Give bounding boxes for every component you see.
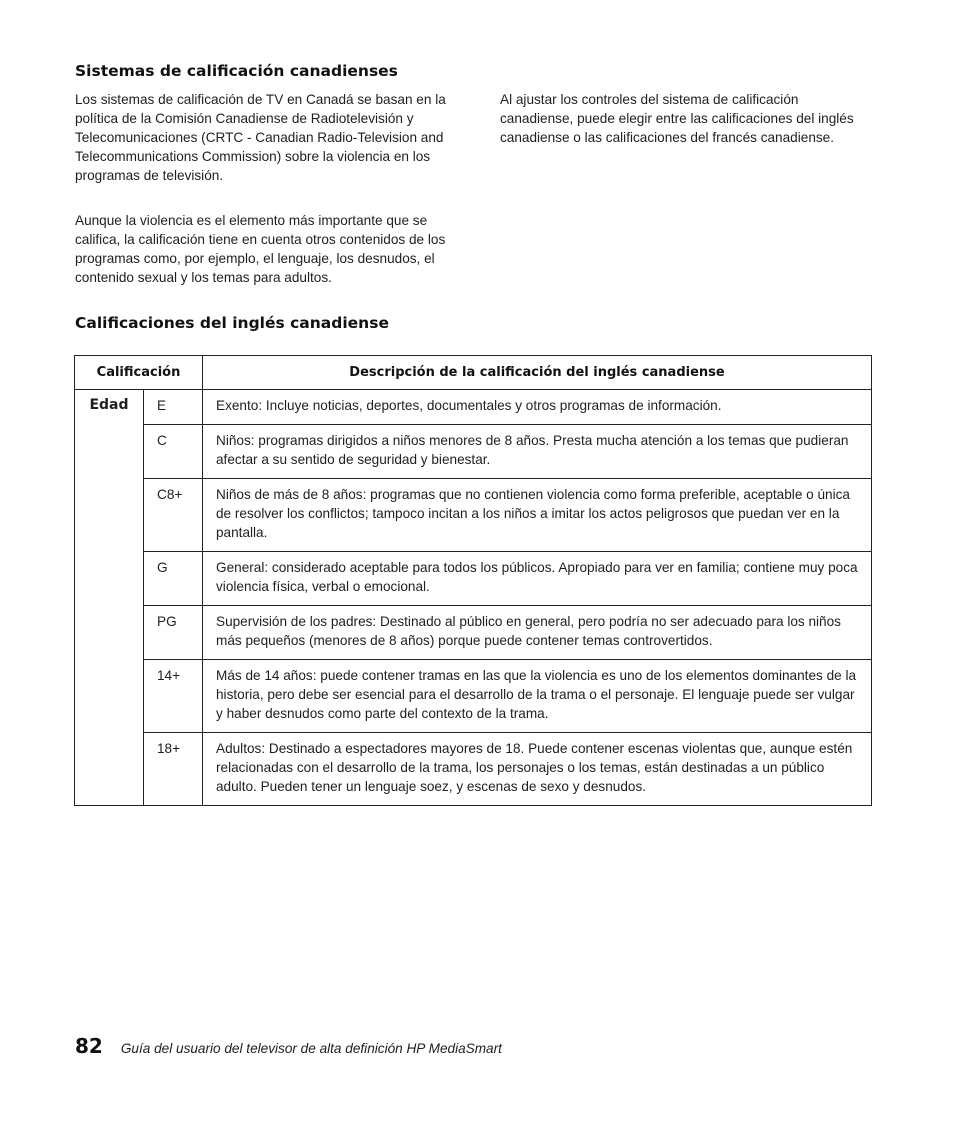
rating-description: General: considerado aceptable para todos los públicos. Apropiado para ver en familia; contiene muy poca violencia física, verbal o emocional. <box>203 552 872 606</box>
ratings-table <box>74 355 872 806</box>
rating-description: Niños: programas dirigidos a niños menores de 8 años. Presta mucha atención a los temas que pudieran afectar a su sentido de seguridad y bienestar. <box>203 425 872 479</box>
header-rating: Calificación <box>75 356 203 390</box>
rating-description: Más de 14 años: puede contener tramas en las que la violencia es uno de los elementos dominantes de la historia, pero debe ser esencial para el desarrollo de la trama o el personaje. El lenguaje puede ser vulgar y haber desnudos como parte del contexto de la trama. <box>203 660 872 733</box>
table-row <box>75 660 872 733</box>
table-row <box>75 390 872 425</box>
page-footer <box>75 1034 502 1058</box>
rating-description: Exento: Incluye noticias, deportes, documentales y otros programas de información. <box>203 390 872 425</box>
table-row <box>75 606 872 660</box>
section-heading-canadian-rating-systems: Sistemas de calificación canadienses <box>75 62 398 80</box>
rating-code: E <box>144 390 203 425</box>
table-row <box>75 479 872 552</box>
group-label-age: Edad <box>75 390 144 806</box>
rating-code: PG <box>144 606 203 660</box>
header-description: Descripción de la calificación del inglés canadiense <box>203 356 872 390</box>
table-row <box>75 733 872 806</box>
rating-description: Niños de más de 8 años: programas que no contienen violencia como forma preferible, aceptable o única de resolver los conflictos; tampoco incitan a los niños a imitar los actos peligrosos que puedan ver en la pantalla. <box>203 479 872 552</box>
paragraph-rating-controls: Al ajustar los controles del sistema de calificación canadiense, puede elegir entre las calificaciones del inglés canadiense o las calificaciones del francés canadiense. <box>500 92 854 145</box>
table-row <box>75 425 872 479</box>
page-number: 82 <box>75 1034 103 1058</box>
table-row <box>75 552 872 606</box>
document-title: Guía del usuario del televisor de alta definición HP MediaSmart <box>120 1041 502 1056</box>
rating-description: Supervisión de los padres: Destinado al público en general, pero podría no ser adecuado para los niños más pequeños (menores de 8 años) porque puede contener temas controvertidos. <box>203 606 872 660</box>
rating-code: 18+ <box>144 733 203 806</box>
table-header-row <box>75 356 872 390</box>
rating-code: G <box>144 552 203 606</box>
paragraph-violence-rating: Aunque la violencia es el elemento más importante que se califica, la calificación tiene en cuenta otros contenidos de los programas como, por ejemplo, el lenguaje, los desnudos, el contenido sexual y los temas para adultos. <box>75 213 446 285</box>
paragraph-crtc-policy: Los sistemas de calificación de TV en Canadá se basan en la política de la Comisión Canadiense de Radiotelevisión y Telecomunicaciones (CRTC - Canadian Radio-Television and Telecommunications Commission) sobre la violencia en los programas de televisión. <box>75 92 446 183</box>
rating-code: 14+ <box>144 660 203 733</box>
rating-description: Adultos: Destinado a espectadores mayores de 18. Puede contener escenas violentas que, aunque estén relacionadas con el desarrollo de la trama, los personajes o los temas, están destinadas a un público adulto. Pueden tener un lenguaje soez, y escenas de sexo y desnudos. <box>203 733 872 806</box>
rating-code: C <box>144 425 203 479</box>
rating-code: C8+ <box>144 479 203 552</box>
section-heading-english-canadian-ratings: Calificaciones del inglés canadiense <box>75 314 389 332</box>
